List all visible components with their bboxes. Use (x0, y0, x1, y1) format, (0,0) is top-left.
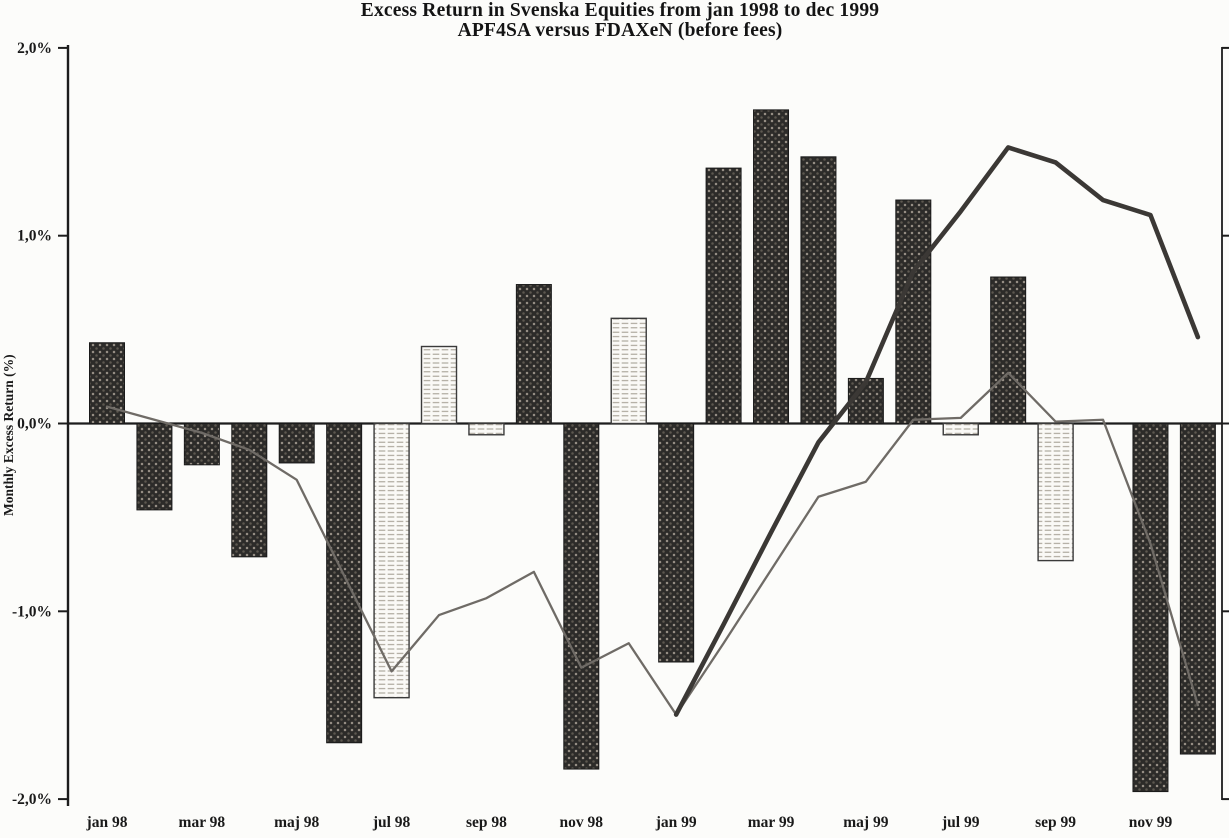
bar-nov-99 (1133, 424, 1168, 792)
bar-feb-98 (137, 424, 172, 510)
bar-nov-98 (564, 424, 599, 770)
bar-aug-99 (991, 277, 1026, 423)
x-tick-label: jul 98 (372, 814, 411, 831)
bar-apr-99 (801, 157, 836, 424)
x-tick-label: maj 99 (843, 814, 889, 831)
x-tick-label: sep 99 (1035, 814, 1077, 831)
y-tick-label: 0,0% (17, 415, 52, 433)
x-tick-label: jan 98 (86, 814, 128, 831)
bar-apr-98 (232, 424, 267, 557)
x-tick-label: nov 98 (559, 814, 604, 831)
bar-jul-99 (943, 424, 978, 435)
y-tick-label: -2,0% (11, 791, 52, 809)
x-tick-label: jan 99 (655, 814, 697, 831)
bar-okt-98 (516, 285, 551, 424)
bar-jun-99 (896, 200, 931, 423)
bar-sep-98 (469, 424, 504, 435)
bar-aug-98 (422, 347, 457, 424)
y-tick-label: 1,0% (17, 227, 52, 245)
bar-jun-98 (327, 424, 362, 743)
x-tick-label: maj 98 (274, 814, 320, 831)
bar-jan-99 (659, 424, 694, 663)
x-tick-label: nov 99 (1128, 814, 1173, 831)
x-tick-label: mar 98 (178, 814, 226, 831)
x-tick-label: jul 99 (942, 814, 980, 831)
bar-sep-99 (1038, 424, 1073, 561)
bar-mar-99 (754, 110, 789, 424)
chart-title-line1: Excess Return in Svenska Equities from jan 1998 to dec 1999 (360, 0, 880, 21)
y-axis-title: Monthly Excess Return (%) (1, 354, 16, 516)
chart-title-line2: APF4SA versus FDAXeN (before fees) (457, 20, 783, 41)
bar-feb-99 (706, 168, 741, 423)
bar-dec-98 (611, 318, 646, 423)
bar-jan-98 (90, 343, 125, 424)
x-tick-label: sep 98 (465, 814, 507, 831)
y-tick-label: 2,0% (17, 39, 52, 57)
x-tick-label: mar 99 (747, 814, 795, 831)
y-tick-label: -1,0% (11, 603, 52, 621)
bar-maj-98 (279, 424, 314, 463)
